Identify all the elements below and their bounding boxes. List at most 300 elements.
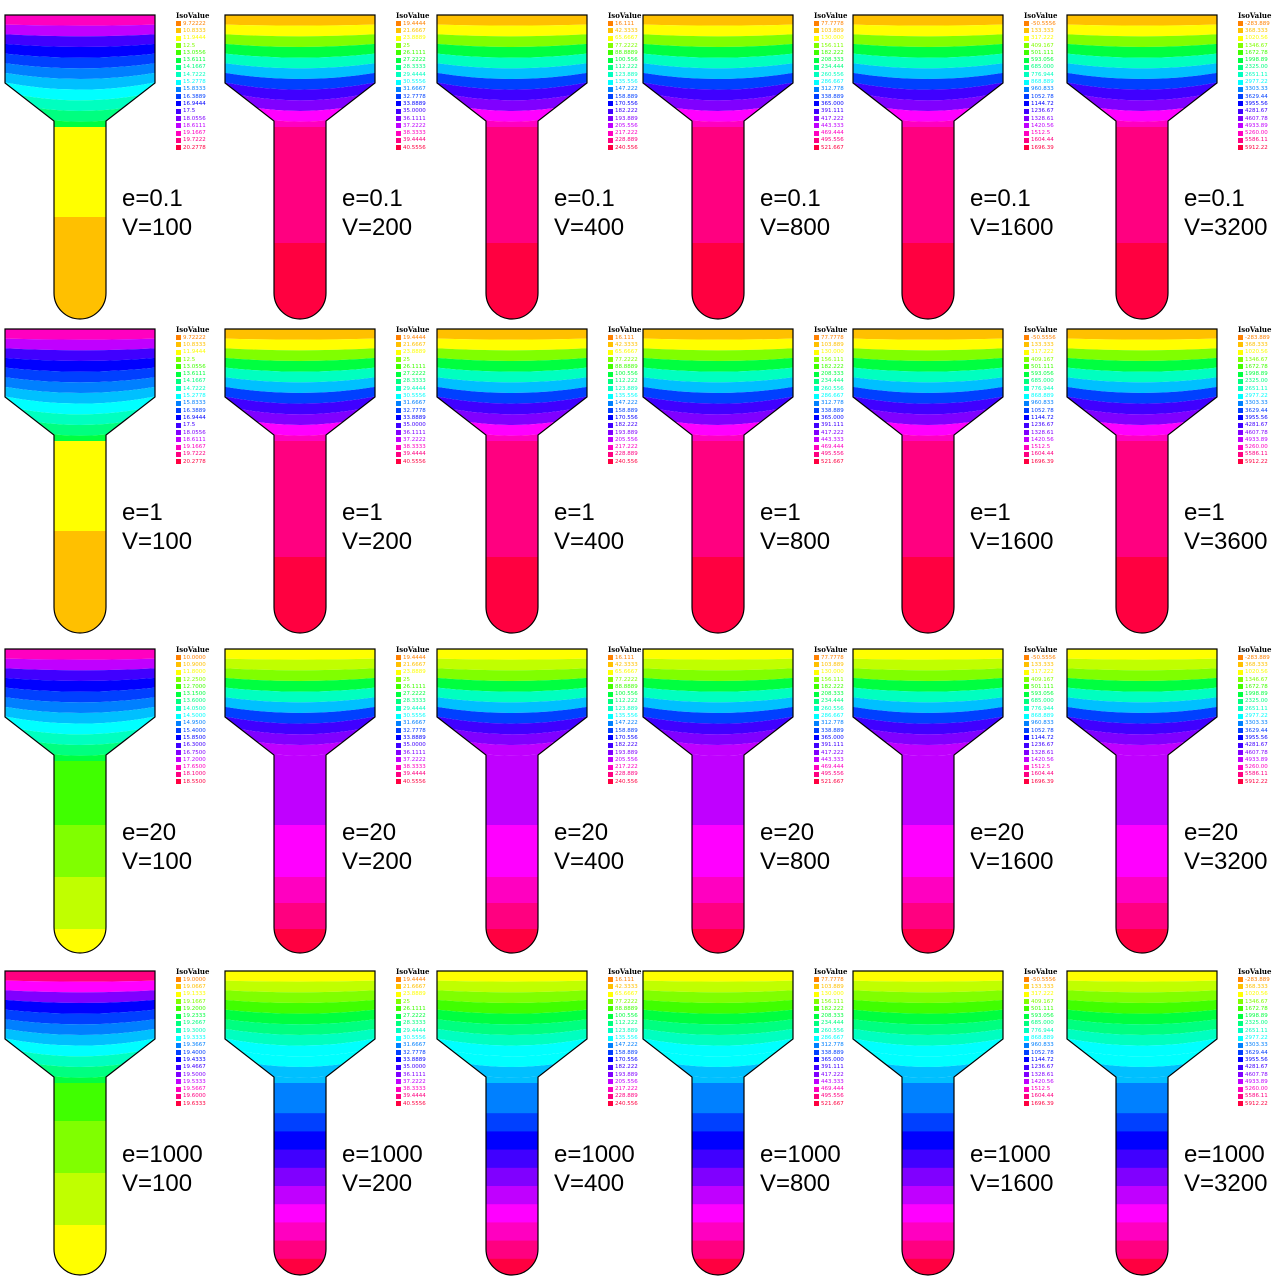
legend-title: IsoValue xyxy=(176,326,210,334)
contour-panel xyxy=(224,640,437,962)
legend-value: 170.556 xyxy=(615,734,638,741)
legend-value: 18.0556 xyxy=(183,429,206,436)
contour-band xyxy=(436,1113,588,1132)
legend-value: 521.667 xyxy=(821,778,844,785)
legend-swatch xyxy=(1024,706,1029,711)
legend-value: 65.6667 xyxy=(615,991,638,998)
legend-entry xyxy=(1238,356,1280,363)
legend-swatch xyxy=(176,123,181,128)
legend-value: 1420.56 xyxy=(1031,122,1054,129)
legend-entry xyxy=(176,998,222,1005)
legend-swatch xyxy=(608,430,613,435)
contour-plot xyxy=(852,970,1004,1280)
legend-entry xyxy=(176,654,222,661)
contour-panel xyxy=(436,640,649,962)
legend-entry xyxy=(1024,683,1070,690)
legend-value: 18.6111 xyxy=(183,122,206,129)
legend-value: 10.8333 xyxy=(183,27,206,34)
legend-value: 391.111 xyxy=(821,742,844,749)
contour-band xyxy=(642,14,794,26)
legend-swatch xyxy=(176,662,181,667)
legend-value: 4281.67 xyxy=(1245,422,1268,429)
contour-band xyxy=(224,648,376,660)
legend-swatch xyxy=(396,430,401,435)
legend-swatch xyxy=(1238,992,1243,997)
legend-swatch xyxy=(1238,772,1243,777)
legend-entry xyxy=(1024,115,1070,122)
e-value: e=20 xyxy=(970,819,1025,846)
legend-value: 2651.11 xyxy=(1245,705,1268,712)
legend-swatch xyxy=(176,655,181,660)
legend-entry xyxy=(176,1049,222,1056)
legend-swatch xyxy=(1024,72,1029,77)
legend-value: 5586.11 xyxy=(1245,1093,1268,1100)
legend-swatch xyxy=(176,87,181,92)
contour-band xyxy=(852,269,1004,296)
legend-swatch xyxy=(1238,50,1243,55)
legend-swatch xyxy=(176,992,181,997)
legend-swatch xyxy=(1238,655,1243,660)
legend-value: 25 xyxy=(403,676,410,683)
legend-title: IsoValue xyxy=(1238,12,1272,20)
legend-value: 4607.78 xyxy=(1245,1071,1268,1078)
contour-band xyxy=(4,1251,156,1278)
legend-swatch xyxy=(814,65,819,70)
legend-swatch xyxy=(396,80,401,85)
legend-value: 77.7778 xyxy=(821,654,844,661)
contour-panel xyxy=(224,962,437,1284)
legend-value: 156.111 xyxy=(821,42,844,49)
legend-value: 4933.89 xyxy=(1245,756,1268,763)
legend-value: 1020.56 xyxy=(1245,35,1268,42)
contour-band xyxy=(4,127,156,166)
contour-band xyxy=(224,583,376,610)
legend-value: 443.333 xyxy=(821,756,844,763)
legend-entry xyxy=(176,742,222,749)
legend-value: 19.3667 xyxy=(183,1042,206,1049)
legend-entry xyxy=(1238,56,1280,63)
legend-swatch xyxy=(396,342,401,347)
contour-band xyxy=(436,903,588,930)
legend-value: 1346.67 xyxy=(1245,998,1268,1005)
legend-swatch xyxy=(396,1028,401,1033)
legend-entry xyxy=(176,115,222,122)
contour-band xyxy=(436,877,588,904)
legend-value: 368.333 xyxy=(1245,983,1268,990)
legend-value: 193.889 xyxy=(615,1071,638,1078)
legend-swatch xyxy=(1024,677,1029,682)
legend-entry xyxy=(176,690,222,697)
contour-band xyxy=(436,583,588,610)
legend-value: 170.556 xyxy=(615,414,638,421)
legend-swatch xyxy=(1238,335,1243,340)
legend-swatch xyxy=(608,735,613,740)
legend-swatch xyxy=(396,684,401,689)
legend-swatch xyxy=(1024,87,1029,92)
legend-value: 37.2222 xyxy=(403,1078,426,1085)
contour-band xyxy=(4,441,156,480)
v-value: V=200 xyxy=(342,1170,413,1197)
contour-panel xyxy=(642,640,855,962)
legend-value: 501.111 xyxy=(1031,1005,1054,1012)
legend-entry xyxy=(1238,705,1280,712)
legend-entry xyxy=(176,144,222,151)
legend-swatch xyxy=(608,1101,613,1106)
legend-swatch xyxy=(608,101,613,106)
legend-entry xyxy=(1024,100,1070,107)
legend-swatch xyxy=(814,408,819,413)
legend-value: 391.111 xyxy=(821,422,844,429)
legend-swatch xyxy=(814,1043,819,1048)
legend-swatch xyxy=(396,116,401,121)
legend-value: 286.667 xyxy=(821,1035,844,1042)
legend-value: 12.2500 xyxy=(183,676,206,683)
legend-entry xyxy=(176,400,222,407)
legend-swatch xyxy=(1024,372,1029,377)
contour-band xyxy=(4,903,156,930)
legend-swatch xyxy=(1024,1057,1029,1062)
contour-band xyxy=(1066,903,1218,930)
contour-band xyxy=(642,269,794,296)
legend-entry xyxy=(1238,1005,1280,1012)
legend-swatch xyxy=(176,1101,181,1106)
legend-swatch xyxy=(1238,109,1243,114)
parameter-label xyxy=(342,818,412,876)
legend-entry xyxy=(1024,1020,1070,1027)
legend-swatch xyxy=(608,65,613,70)
legend-entry xyxy=(1238,458,1280,465)
legend-entry xyxy=(176,20,222,27)
legend-value: 16.9444 xyxy=(183,414,206,421)
legend-value: 5260.00 xyxy=(1245,444,1268,451)
legend-swatch xyxy=(396,415,401,420)
contour-plot xyxy=(642,970,794,1280)
legend-value: 19.1333 xyxy=(183,991,206,998)
legend-swatch xyxy=(1024,415,1029,420)
legend-entry xyxy=(1024,56,1070,63)
legend-entry xyxy=(1024,705,1070,712)
legend-value: 130.000 xyxy=(821,349,844,356)
legend-swatch xyxy=(176,408,181,413)
legend-value: 182.222 xyxy=(821,1005,844,1012)
legend-value: 158.889 xyxy=(615,93,638,100)
legend-swatch xyxy=(1238,743,1243,748)
legend-value: 1672.78 xyxy=(1245,363,1268,370)
contour-panel xyxy=(224,320,437,642)
legend-value: 1328.61 xyxy=(1031,749,1054,756)
legend-value: 1604.44 xyxy=(1031,771,1054,778)
legend-title: IsoValue xyxy=(814,968,848,976)
legend-value: 4933.89 xyxy=(1245,122,1268,129)
isovalue-legend xyxy=(1238,968,1280,1107)
legend-entry xyxy=(176,443,222,450)
legend-entry xyxy=(176,71,222,78)
legend-value: 365.000 xyxy=(821,414,844,421)
legend-entry xyxy=(1238,669,1280,676)
legend-value: 217.222 xyxy=(615,130,638,137)
contour-band xyxy=(852,903,1004,930)
legend-swatch xyxy=(1024,109,1029,114)
contour-panel xyxy=(4,6,217,328)
legend-value: 28.3333 xyxy=(403,698,426,705)
legend-value: 11.9444 xyxy=(183,35,206,42)
legend-swatch xyxy=(608,1021,613,1026)
legend-value: 38.3333 xyxy=(403,130,426,137)
legend-title: IsoValue xyxy=(608,646,642,654)
legend-value: 112.222 xyxy=(615,698,638,705)
legend-entry xyxy=(1238,654,1280,661)
legend-value: 19.1667 xyxy=(183,444,206,451)
legend-swatch xyxy=(1024,408,1029,413)
legend-value: 2651.11 xyxy=(1245,1027,1268,1034)
parameter-label xyxy=(554,818,624,876)
legend-swatch xyxy=(608,50,613,55)
legend-swatch xyxy=(396,1014,401,1019)
legend-swatch xyxy=(814,423,819,428)
legend-value: 16.9444 xyxy=(183,100,206,107)
legend-value: 88.8889 xyxy=(615,49,638,56)
legend-entry xyxy=(176,392,222,399)
legend-entry xyxy=(1024,122,1070,129)
legend-swatch xyxy=(1024,437,1029,442)
contour-plot xyxy=(4,648,156,958)
legend-value: 30.5556 xyxy=(403,393,426,400)
legend-entry xyxy=(1024,756,1070,763)
legend-value: 14.1667 xyxy=(183,378,206,385)
v-value: V=1600 xyxy=(970,1170,1054,1197)
legend-value: 5912.22 xyxy=(1245,1100,1268,1107)
legend-value: 21.6667 xyxy=(403,27,426,34)
legend-swatch xyxy=(396,721,401,726)
legend-entry xyxy=(176,1100,222,1107)
legend-swatch xyxy=(1238,692,1243,697)
e-value: e=20 xyxy=(554,819,609,846)
legend-value: 15.2778 xyxy=(183,393,206,400)
legend-entry xyxy=(176,1093,222,1100)
legend-entry xyxy=(1238,429,1280,436)
legend-swatch xyxy=(608,655,613,660)
contour-band xyxy=(642,981,794,993)
legend-swatch xyxy=(814,394,819,399)
legend-value: 29.4444 xyxy=(403,71,426,78)
legend-swatch xyxy=(396,350,401,355)
legend-value: 1998.89 xyxy=(1245,691,1268,698)
contour-plot xyxy=(1066,328,1218,638)
legend-title: IsoValue xyxy=(396,968,430,976)
legend-value: 417.222 xyxy=(821,1071,844,1078)
legend-swatch xyxy=(608,116,613,121)
legend-entry xyxy=(1024,129,1070,136)
legend-value: 42.3333 xyxy=(615,341,638,348)
legend-swatch xyxy=(814,728,819,733)
legend-entry xyxy=(176,78,222,85)
isovalue-legend xyxy=(1238,326,1280,465)
legend-value: 37.2222 xyxy=(403,436,426,443)
legend-value: 868.889 xyxy=(1031,393,1054,400)
legend-swatch xyxy=(396,372,401,377)
legend-swatch xyxy=(1024,1014,1029,1019)
legend-value: 27.2222 xyxy=(403,371,426,378)
legend-swatch xyxy=(1024,101,1029,106)
legend-value: 3303.33 xyxy=(1245,1042,1268,1049)
legend-swatch xyxy=(814,655,819,660)
legend-swatch xyxy=(608,977,613,982)
legend-title: IsoValue xyxy=(1238,968,1272,976)
contour-plot xyxy=(852,14,1004,324)
legend-swatch xyxy=(176,116,181,121)
legend-swatch xyxy=(1238,765,1243,770)
contour-band xyxy=(436,269,588,296)
legend-value: 1604.44 xyxy=(1031,137,1054,144)
legend-value: 103.889 xyxy=(821,27,844,34)
legend-swatch xyxy=(176,372,181,377)
contour-band xyxy=(4,243,156,270)
legend-swatch xyxy=(1238,999,1243,1004)
legend-entry xyxy=(176,983,222,990)
legend-entry xyxy=(1238,78,1280,85)
v-value: V=100 xyxy=(122,1170,193,1197)
legend-swatch xyxy=(608,87,613,92)
contour-band xyxy=(436,243,588,270)
legend-value: 217.222 xyxy=(615,444,638,451)
legend-swatch xyxy=(608,445,613,450)
contour-band xyxy=(436,1083,588,1114)
legend-value: 20.2778 xyxy=(183,144,206,151)
legend-entry xyxy=(176,976,222,983)
legend-entry xyxy=(1238,661,1280,668)
legend-swatch xyxy=(608,58,613,63)
legend-entry xyxy=(1024,1078,1070,1085)
parameter-label xyxy=(970,184,1053,242)
legend-swatch xyxy=(396,1006,401,1011)
legend-swatch xyxy=(608,1043,613,1048)
parameter-label xyxy=(342,1140,423,1198)
legend-swatch xyxy=(608,750,613,755)
contour-band xyxy=(224,25,376,37)
legend-swatch xyxy=(814,779,819,784)
legend-value: 77.7778 xyxy=(821,334,844,341)
legend-value: 501.111 xyxy=(1031,49,1054,56)
legend-swatch xyxy=(1024,1072,1029,1077)
contour-band xyxy=(224,761,376,800)
legend-entry xyxy=(176,64,222,71)
legend-value: 1604.44 xyxy=(1031,451,1054,458)
parameter-label xyxy=(760,498,830,556)
legend-value: 4607.78 xyxy=(1245,749,1268,756)
isovalue-legend xyxy=(1024,326,1070,465)
legend-swatch xyxy=(608,714,613,719)
contour-band xyxy=(852,583,1004,610)
contour-band xyxy=(1066,25,1218,37)
contour-band xyxy=(642,903,794,930)
contour-band xyxy=(1066,583,1218,610)
legend-value: 1236.67 xyxy=(1031,108,1054,115)
legend-entry xyxy=(1024,400,1070,407)
legend-entry xyxy=(176,1012,222,1019)
legend-value: 26.1111 xyxy=(403,1005,426,1012)
legend-swatch xyxy=(608,1006,613,1011)
legend-value: 2977.22 xyxy=(1245,1035,1268,1042)
legend-value: 409.167 xyxy=(1031,998,1054,1005)
legend-swatch xyxy=(814,699,819,704)
legend-value: 205.556 xyxy=(615,436,638,443)
legend-swatch xyxy=(1024,65,1029,70)
contour-band xyxy=(852,1241,1004,1260)
legend-swatch xyxy=(396,692,401,697)
legend-entry xyxy=(1238,400,1280,407)
legend-swatch xyxy=(396,394,401,399)
legend-value: 3955.56 xyxy=(1245,414,1268,421)
legend-value: 593.056 xyxy=(1031,691,1054,698)
legend-entry xyxy=(176,763,222,770)
legend-value: 26.1111 xyxy=(403,683,426,690)
legend-value: 18.0556 xyxy=(183,115,206,122)
parameter-label xyxy=(970,498,1053,556)
contour-band xyxy=(852,981,1004,993)
legend-value: 103.889 xyxy=(821,341,844,348)
e-value: e=20 xyxy=(1184,819,1239,846)
legend-value: 42.3333 xyxy=(615,983,638,990)
legend-swatch xyxy=(396,445,401,450)
legend-value: 158.889 xyxy=(615,727,638,734)
legend-value: 35.0000 xyxy=(403,422,426,429)
legend-swatch xyxy=(1238,437,1243,442)
legend-value: 19.3333 xyxy=(183,1035,206,1042)
legend-entry xyxy=(176,27,222,34)
legend-value: 317.222 xyxy=(1031,35,1054,42)
legend-swatch xyxy=(1238,43,1243,48)
legend-swatch xyxy=(396,123,401,128)
contour-band xyxy=(436,1222,588,1241)
legend-swatch xyxy=(1024,1036,1029,1041)
contour-band xyxy=(224,1083,376,1114)
legend-value: 19.4444 xyxy=(403,20,426,27)
legend-entry xyxy=(1238,976,1280,983)
legend-value: 776.944 xyxy=(1031,705,1054,712)
contour-band xyxy=(436,609,588,636)
legend-entry xyxy=(1024,976,1070,983)
legend-swatch xyxy=(608,1094,613,1099)
legend-value: -283.889 xyxy=(1245,976,1270,983)
contour-band xyxy=(1066,659,1218,671)
legend-entry xyxy=(176,712,222,719)
legend-value: 3629.44 xyxy=(1245,93,1268,100)
legend-swatch xyxy=(814,692,819,697)
legend-value: 1512.5 xyxy=(1031,1086,1051,1093)
legend-swatch xyxy=(608,1014,613,1019)
legend-entry xyxy=(1024,676,1070,683)
legend-value: 1998.89 xyxy=(1245,1013,1268,1020)
legend-swatch xyxy=(1238,430,1243,435)
legend-swatch xyxy=(1024,1087,1029,1092)
legend-entry xyxy=(1238,436,1280,443)
contour-plot xyxy=(1066,970,1218,1280)
legend-swatch xyxy=(176,765,181,770)
legend-value: 9.72222 xyxy=(183,334,206,341)
legend-entry xyxy=(1024,349,1070,356)
legend-swatch xyxy=(608,394,613,399)
legend-swatch xyxy=(1238,750,1243,755)
legend-swatch xyxy=(608,123,613,128)
legend-swatch xyxy=(396,58,401,63)
legend-swatch xyxy=(1238,699,1243,704)
legend-entry xyxy=(176,35,222,42)
legend-value: -283.889 xyxy=(1245,334,1270,341)
legend-swatch xyxy=(396,65,401,70)
legend-value: 286.667 xyxy=(821,393,844,400)
legend-swatch xyxy=(814,364,819,369)
legend-swatch xyxy=(396,94,401,99)
